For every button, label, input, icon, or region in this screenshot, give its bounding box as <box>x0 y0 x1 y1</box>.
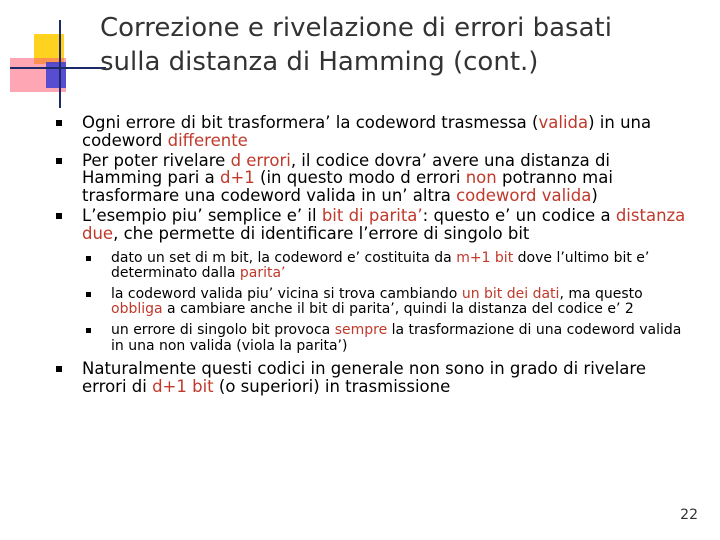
square-bullet-icon <box>86 328 91 333</box>
sub-bullet-text: dato un set di m bit, la codeword e’ costituita da m+1 bit dove l’ultimo bit e’ determinato dalla parita’ <box>111 249 650 281</box>
slide-title <box>100 12 700 80</box>
bullet-item <box>54 114 694 150</box>
sub-bullet-item <box>82 287 694 317</box>
square-bullet-icon <box>86 256 91 261</box>
page-number: 22 <box>680 507 698 523</box>
sub-bullet-item <box>82 251 694 281</box>
square-bullet-icon <box>56 366 62 372</box>
bullet-text: Per poter rivelare d errori, il codice dovra’ avere una distanza di Hamming pari a d+1 (in questo modo d errori non potranno mai trasformare una codeword valida in un’ altra codeword valida) <box>82 150 613 206</box>
square-bullet-icon <box>56 213 62 219</box>
square-bullet-icon <box>56 120 62 126</box>
square-bullet-icon <box>56 158 62 164</box>
slide-content <box>54 114 694 397</box>
bullet-item <box>54 207 694 243</box>
bullet-text: L’esempio piu’ semplice e’ il bit di parita’: questo e’ un codice a distanza due, che permette di identificare l’errore di singolo bit <box>82 205 686 243</box>
bullet-item <box>54 360 694 396</box>
decorative-logo-icon <box>0 0 110 110</box>
title-line-2: sulla distanza di Hamming (cont.) <box>100 46 539 77</box>
bullet-text: Ogni errore di bit trasformera’ la codeword trasmessa (valida) in una codeword differente <box>82 113 652 150</box>
sub-bullet-text: la codeword valida piu’ vicina si trova cambiando un bit dei dati, ma questo obbliga a cambiare anche il bit di parita’, quindi la distanza del codice e’ 2 <box>111 285 643 318</box>
sub-bullet-item <box>82 323 694 353</box>
sub-bullet-text: un errore di singolo bit provoca sempre la trasformazione di una codeword valida in una non valida (viola la parita’) <box>111 322 682 354</box>
square-bullet-icon <box>86 292 91 297</box>
bullet-item <box>54 152 694 205</box>
bullet-text: Naturalmente questi codici in generale non sono in grado di rivelare errori di d+1 bit (o superiori) in trasmissione <box>82 358 646 396</box>
title-line-1: Correzione e rivelazione di errori basati <box>100 13 612 43</box>
